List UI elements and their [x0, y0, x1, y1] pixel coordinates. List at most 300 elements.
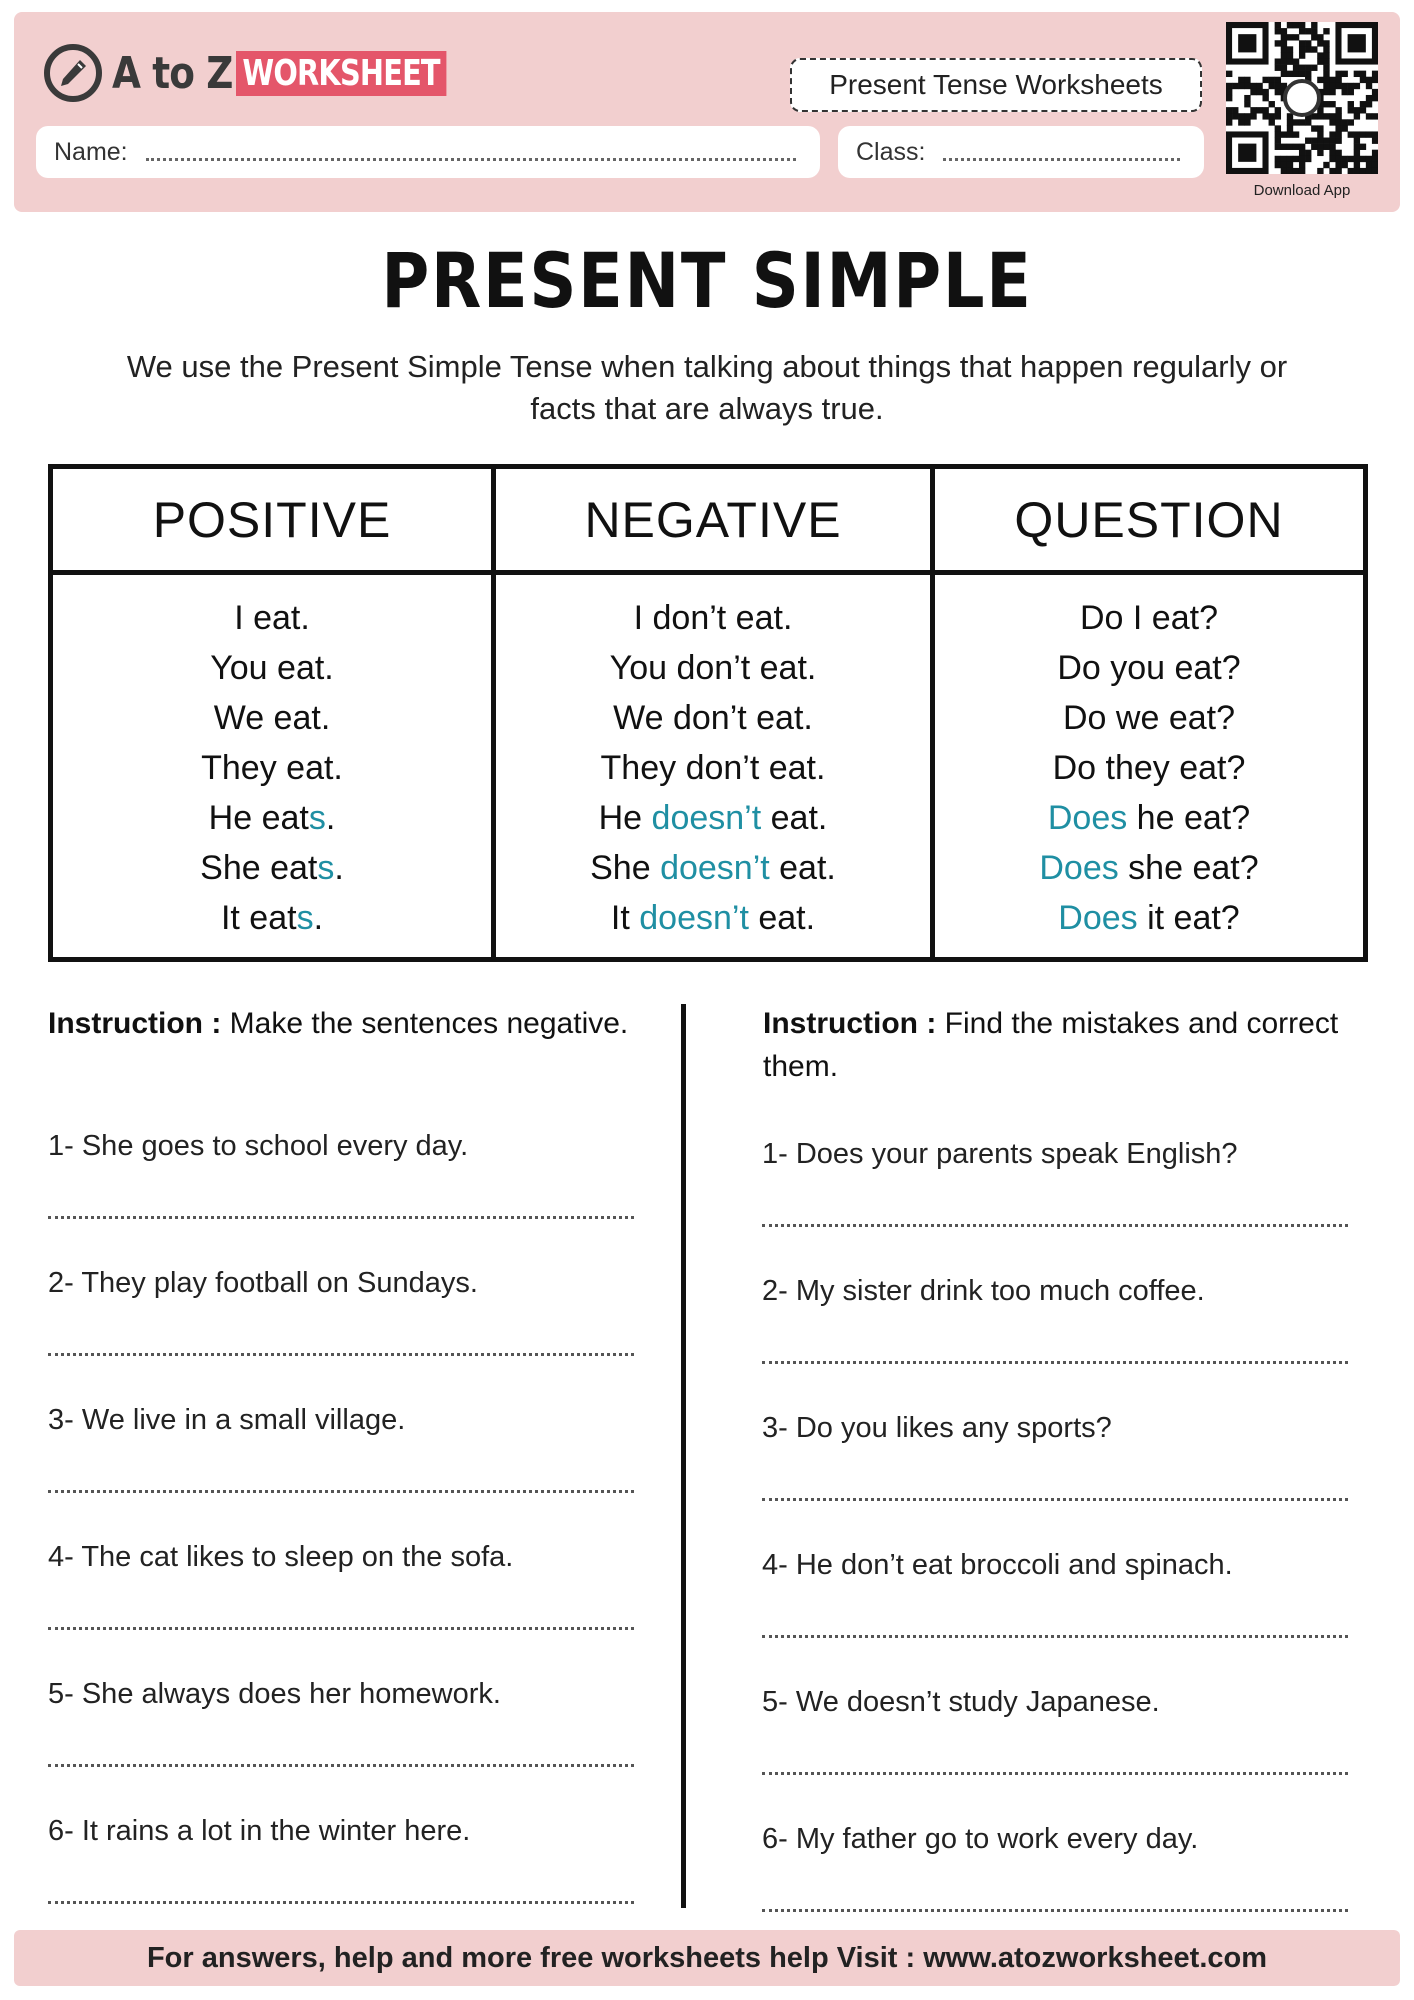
qr-module [1281, 131, 1287, 137]
qr-module [1335, 83, 1341, 89]
qr-module [1323, 46, 1329, 52]
qr-module [1293, 168, 1299, 174]
pen-glyph [56, 56, 90, 90]
column-body [496, 593, 930, 943]
table-row [53, 693, 491, 743]
qr-module [1287, 119, 1293, 125]
brand-logo [44, 40, 499, 106]
qr-module [1323, 65, 1329, 71]
qr-module [1372, 89, 1378, 95]
qr-module [1232, 113, 1238, 119]
qr-module [1366, 101, 1372, 107]
qr-module [1335, 156, 1341, 162]
highlight-text: s [317, 849, 335, 887]
row-text: he eat? [1127, 799, 1251, 837]
qr-module [1335, 71, 1341, 77]
qr-module [1329, 119, 1335, 125]
qr-module [1281, 144, 1287, 150]
qr-module [1354, 71, 1360, 77]
qr-module [1360, 144, 1366, 150]
question-text: 6- My father go to work every day. [762, 1823, 1199, 1855]
qr-module [1317, 131, 1323, 137]
qr-module [1262, 95, 1268, 101]
qr-module [1287, 125, 1293, 131]
qr-module [1275, 138, 1281, 144]
qr-module [1311, 46, 1317, 52]
qr-module [1372, 162, 1378, 168]
intro-text: We use the Present Simple Tense when talking about things that happen regularly or facts that are always true. [126, 349, 1288, 426]
qr-module [1281, 156, 1287, 162]
qr-module [1354, 150, 1360, 156]
qr-module [1323, 138, 1329, 144]
qr-module [1250, 83, 1256, 89]
qr-module [1281, 28, 1287, 34]
qr-code-graphic [1226, 22, 1378, 174]
instruction-label: Instruction : [763, 1007, 937, 1040]
qr-module [1335, 125, 1341, 131]
highlight-text: s [296, 899, 314, 937]
class-line[interactable] [943, 158, 1180, 161]
highlight-text: Does [1058, 899, 1138, 937]
name-label: Name: [54, 137, 128, 166]
row-text: Do they eat? [1052, 749, 1246, 787]
download-app-label: Download App [1253, 182, 1351, 199]
qr-module [1354, 83, 1360, 89]
grammar-table [48, 464, 1368, 962]
qr-module [1323, 162, 1329, 168]
qr-module [1311, 113, 1317, 119]
class-field[interactable] [838, 126, 1204, 178]
qr-module [1317, 40, 1323, 46]
row-text: she eat? [1118, 849, 1259, 887]
qr-module [1335, 162, 1341, 168]
qr-module [1335, 138, 1341, 144]
logo-badge: WORKSHEET [236, 51, 446, 96]
highlight-text: s [308, 799, 326, 837]
qr-module [1311, 144, 1317, 150]
instruction-left [48, 1002, 658, 1045]
qr-module [1244, 95, 1250, 101]
highlight-text: doesn’t [660, 849, 770, 887]
qr-module [1329, 131, 1335, 137]
qr-module [1305, 138, 1311, 144]
qr-module [1287, 22, 1293, 28]
qr-module [1366, 162, 1372, 168]
answer-line[interactable] [48, 1901, 634, 1904]
qr-module [1354, 162, 1360, 168]
qr-module [1360, 77, 1366, 83]
qr-module [1226, 113, 1232, 119]
positive-column [53, 469, 491, 957]
qr-module [1275, 131, 1281, 137]
answer-line[interactable] [48, 1216, 634, 1219]
answer-line[interactable] [48, 1764, 634, 1767]
row-text: They don’t eat. [600, 749, 826, 787]
qr-module [1317, 168, 1323, 174]
qr-module [1275, 156, 1281, 162]
qr-module [1329, 89, 1335, 95]
qr-module [1305, 71, 1311, 77]
qr-module [1372, 168, 1378, 174]
qr-module [1226, 107, 1232, 113]
qr-module [1305, 156, 1311, 162]
column-body [935, 593, 1363, 943]
qr-module [1329, 77, 1335, 83]
question-text: 6- It rains a lot in the winter here. [48, 1815, 471, 1847]
answer-line[interactable] [762, 1498, 1348, 1501]
qr-module [1342, 71, 1348, 77]
worksheet-category-tag: Present Tense Worksheets [790, 58, 1202, 112]
qr-module [1281, 40, 1287, 46]
qr-module [1275, 83, 1281, 89]
row-text: Do you eat? [1057, 649, 1241, 687]
qr-module [1269, 83, 1275, 89]
qr-module [1305, 40, 1311, 46]
qr-module [1317, 138, 1323, 144]
qr-module [1372, 71, 1378, 77]
row-text: . [313, 899, 324, 937]
qr-module [1250, 107, 1256, 113]
negative-column [496, 469, 930, 957]
row-text: I eat. [234, 599, 310, 637]
qr-module [1323, 28, 1329, 34]
qr-finder [1238, 34, 1256, 52]
row-text: You don’t eat. [609, 649, 817, 687]
qr-module [1366, 77, 1372, 83]
qr-module [1287, 34, 1293, 40]
table-row [496, 893, 930, 943]
qr-module [1323, 89, 1329, 95]
qr-module [1323, 113, 1329, 119]
qr-module [1335, 131, 1341, 137]
row-text: it eat? [1137, 899, 1240, 937]
qr-module [1323, 71, 1329, 77]
qr-module [1360, 131, 1366, 137]
qr-module [1311, 22, 1317, 28]
qr-module [1244, 77, 1250, 83]
pen-icon [44, 44, 102, 102]
qr-module [1281, 58, 1287, 64]
qr-module [1360, 101, 1366, 107]
qr-module [1342, 119, 1348, 125]
qr-module [1366, 131, 1372, 137]
qr-module [1372, 131, 1378, 137]
qr-module [1299, 162, 1305, 168]
column-heading: QUESTION [935, 469, 1363, 575]
qr-module [1293, 58, 1299, 64]
name-field[interactable] [36, 126, 820, 178]
qr-module [1275, 113, 1281, 119]
answer-line[interactable] [762, 1772, 1348, 1775]
table-row [496, 743, 930, 793]
qr-module [1329, 113, 1335, 119]
qr-module [1311, 34, 1317, 40]
qr-module [1305, 46, 1311, 52]
question-text: 1- She goes to school every day. [48, 1130, 469, 1162]
table-row [935, 893, 1363, 943]
qr-module [1342, 125, 1348, 131]
qr-module [1226, 119, 1232, 125]
table-row [496, 793, 930, 843]
table-row [53, 843, 491, 893]
row-text: eat. [761, 799, 828, 837]
answer-line[interactable] [48, 1627, 634, 1630]
highlight-text: Does [1047, 799, 1128, 837]
highlight-text: doesn’t [651, 799, 762, 837]
qr-module [1226, 89, 1232, 95]
qr-module [1354, 138, 1360, 144]
qr-module [1372, 113, 1378, 119]
qr-module [1281, 34, 1287, 40]
qr-module [1323, 83, 1329, 89]
answer-line[interactable] [48, 1490, 634, 1493]
qr-module [1299, 40, 1305, 46]
column-heading: NEGATIVE [496, 469, 930, 575]
row-text: eat. [769, 849, 836, 887]
question-text: 3- Do you likes any sports? [762, 1412, 1112, 1444]
qr-module [1323, 52, 1329, 58]
qr-module [1299, 71, 1305, 77]
qr-module [1281, 52, 1287, 58]
qr-module [1293, 144, 1299, 150]
question-text: 5- We doesn’t study Japanese. [762, 1686, 1160, 1718]
question-text: 3- We live in a small village. [48, 1404, 406, 1436]
qr-module [1250, 89, 1256, 95]
qr-logo [1285, 81, 1319, 115]
answer-line[interactable] [762, 1635, 1348, 1638]
row-text: We don’t eat. [613, 699, 813, 737]
table-row [53, 743, 491, 793]
qr-module [1366, 95, 1372, 101]
qr-module [1323, 144, 1329, 150]
qr-module [1238, 83, 1244, 89]
qr-module [1269, 119, 1275, 125]
answer-line[interactable] [762, 1909, 1348, 1912]
qr-module [1299, 150, 1305, 156]
qr-module [1335, 113, 1341, 119]
qr-module [1244, 83, 1250, 89]
qr-module [1360, 156, 1366, 162]
qr-module [1262, 107, 1268, 113]
answer-line[interactable] [762, 1224, 1348, 1227]
qr-module [1342, 83, 1348, 89]
row-text: . [325, 799, 336, 837]
qr-module [1348, 89, 1354, 95]
qr-module [1372, 77, 1378, 83]
qr-module [1287, 162, 1293, 168]
qr-module [1317, 144, 1323, 150]
qr-module [1323, 40, 1329, 46]
qr-module [1335, 150, 1341, 156]
qr-module [1256, 83, 1262, 89]
qr-module [1317, 52, 1323, 58]
qr-module [1329, 101, 1335, 107]
qr-module [1360, 168, 1366, 174]
question-column [935, 469, 1363, 957]
qr-module [1335, 119, 1341, 125]
qr-module [1311, 28, 1317, 34]
logo-text: A to Z [112, 47, 233, 99]
qr-module [1311, 125, 1317, 131]
qr-module [1287, 144, 1293, 150]
row-text: She eat [200, 849, 318, 887]
qr-module [1305, 150, 1311, 156]
qr-module [1342, 156, 1348, 162]
qr-module [1305, 119, 1311, 125]
table-row [935, 843, 1363, 893]
column-body [53, 593, 491, 943]
qr-module [1329, 156, 1335, 162]
table-row [935, 743, 1363, 793]
answer-line[interactable] [762, 1361, 1348, 1364]
qr-module [1244, 113, 1250, 119]
qr-module [1348, 83, 1354, 89]
qr-module [1317, 77, 1323, 83]
qr-module [1238, 77, 1244, 83]
row-text: It eat [220, 899, 297, 937]
qr-module [1317, 113, 1323, 119]
column-heading: POSITIVE [53, 469, 491, 575]
qr-module [1293, 71, 1299, 77]
qr-module [1293, 156, 1299, 162]
qr-module [1372, 150, 1378, 156]
qr-module [1354, 113, 1360, 119]
table-row [53, 643, 491, 693]
table-row [53, 793, 491, 843]
qr-module [1366, 83, 1372, 89]
qr-module [1226, 71, 1232, 77]
qr-module [1305, 65, 1311, 71]
page-title: PRESENT SIMPLE [381, 236, 1033, 325]
question-text: 5- She always does her homework. [48, 1678, 501, 1710]
qr-module [1317, 34, 1323, 40]
qr-module [1354, 107, 1360, 113]
question-text: 4- He don’t eat broccoli and spinach. [762, 1549, 1233, 1581]
qr-module [1281, 162, 1287, 168]
qr-module [1275, 144, 1281, 150]
qr-module [1269, 101, 1275, 107]
qr-module [1275, 40, 1281, 46]
instruction-label: Instruction : [48, 1007, 222, 1040]
qr-module [1366, 168, 1372, 174]
qr-module [1262, 113, 1268, 119]
qr-module [1275, 58, 1281, 64]
qr-module [1232, 83, 1238, 89]
qr-module [1360, 107, 1366, 113]
table-row [496, 593, 930, 643]
table-row [935, 793, 1363, 843]
row-text: I don’t eat. [633, 599, 793, 637]
qr-module [1299, 28, 1305, 34]
qr-module [1299, 156, 1305, 162]
qr-module [1354, 144, 1360, 150]
exercise-divider [681, 1004, 686, 1908]
footer-banner[interactable]: For answers, help and more free worksheets help Visit : www.atozworksheet.com [14, 1930, 1400, 1986]
qr-module [1317, 58, 1323, 64]
qr-module [1244, 119, 1250, 125]
qr-module [1311, 138, 1317, 144]
qr-module [1269, 113, 1275, 119]
qr-module [1354, 131, 1360, 137]
qr-module [1275, 89, 1281, 95]
table-row [935, 643, 1363, 693]
qr-module [1238, 119, 1244, 125]
qr-module [1323, 77, 1329, 83]
table-row [935, 693, 1363, 743]
row-text: He [598, 799, 652, 837]
qr-module [1329, 168, 1335, 174]
qr-module [1293, 34, 1299, 40]
qr-module [1293, 131, 1299, 137]
question-text: 2- My sister drink too much coffee. [762, 1275, 1205, 1307]
qr-module [1250, 113, 1256, 119]
qr-module [1281, 65, 1287, 71]
qr-module [1329, 144, 1335, 150]
qr-module [1366, 113, 1372, 119]
qr-module [1335, 168, 1341, 174]
qr-module [1348, 101, 1354, 107]
qr-module [1256, 89, 1262, 95]
table-row [496, 643, 930, 693]
qr-module [1311, 65, 1317, 71]
qr-module [1287, 52, 1293, 58]
qr-module [1342, 89, 1348, 95]
qr-module [1275, 28, 1281, 34]
name-line[interactable] [146, 158, 796, 161]
qr-module [1323, 101, 1329, 107]
instruction-text: Make the sentences negative. [221, 1007, 629, 1040]
row-text: She [590, 849, 661, 887]
qr-module [1281, 46, 1287, 52]
qr-module [1293, 65, 1299, 71]
qr-module [1299, 65, 1305, 71]
qr-module [1287, 131, 1293, 137]
qr-module [1299, 168, 1305, 174]
qr-module [1293, 119, 1299, 125]
qr-module [1348, 156, 1354, 162]
qr-module [1262, 89, 1268, 95]
row-text: Do I eat? [1080, 599, 1218, 637]
qr-module [1256, 107, 1262, 113]
qr-module [1275, 162, 1281, 168]
qr-module [1360, 71, 1366, 77]
qr-module [1372, 156, 1378, 162]
qr-module [1275, 107, 1281, 113]
qr-module [1329, 138, 1335, 144]
qr-module [1323, 58, 1329, 64]
qr-module [1244, 101, 1250, 107]
table-row [496, 843, 930, 893]
highlight-text: doesn’t [639, 899, 749, 937]
qr-module [1287, 156, 1293, 162]
table-row [496, 693, 930, 743]
answer-line[interactable] [48, 1353, 634, 1356]
qr-module [1372, 138, 1378, 144]
qr-module [1366, 156, 1372, 162]
qr-module [1329, 150, 1335, 156]
qr-module [1348, 131, 1354, 137]
qr-finder [1238, 144, 1256, 162]
qr-module [1354, 168, 1360, 174]
qr-module [1348, 168, 1354, 174]
qr-code-icon[interactable] [1226, 22, 1378, 174]
question-text: 4- The cat likes to sleep on the sofa. [48, 1541, 514, 1573]
row-text: eat. [748, 899, 816, 937]
row-text: You eat. [210, 649, 334, 687]
qr-module [1299, 22, 1305, 28]
qr-module [1299, 52, 1305, 58]
qr-module [1262, 77, 1268, 83]
